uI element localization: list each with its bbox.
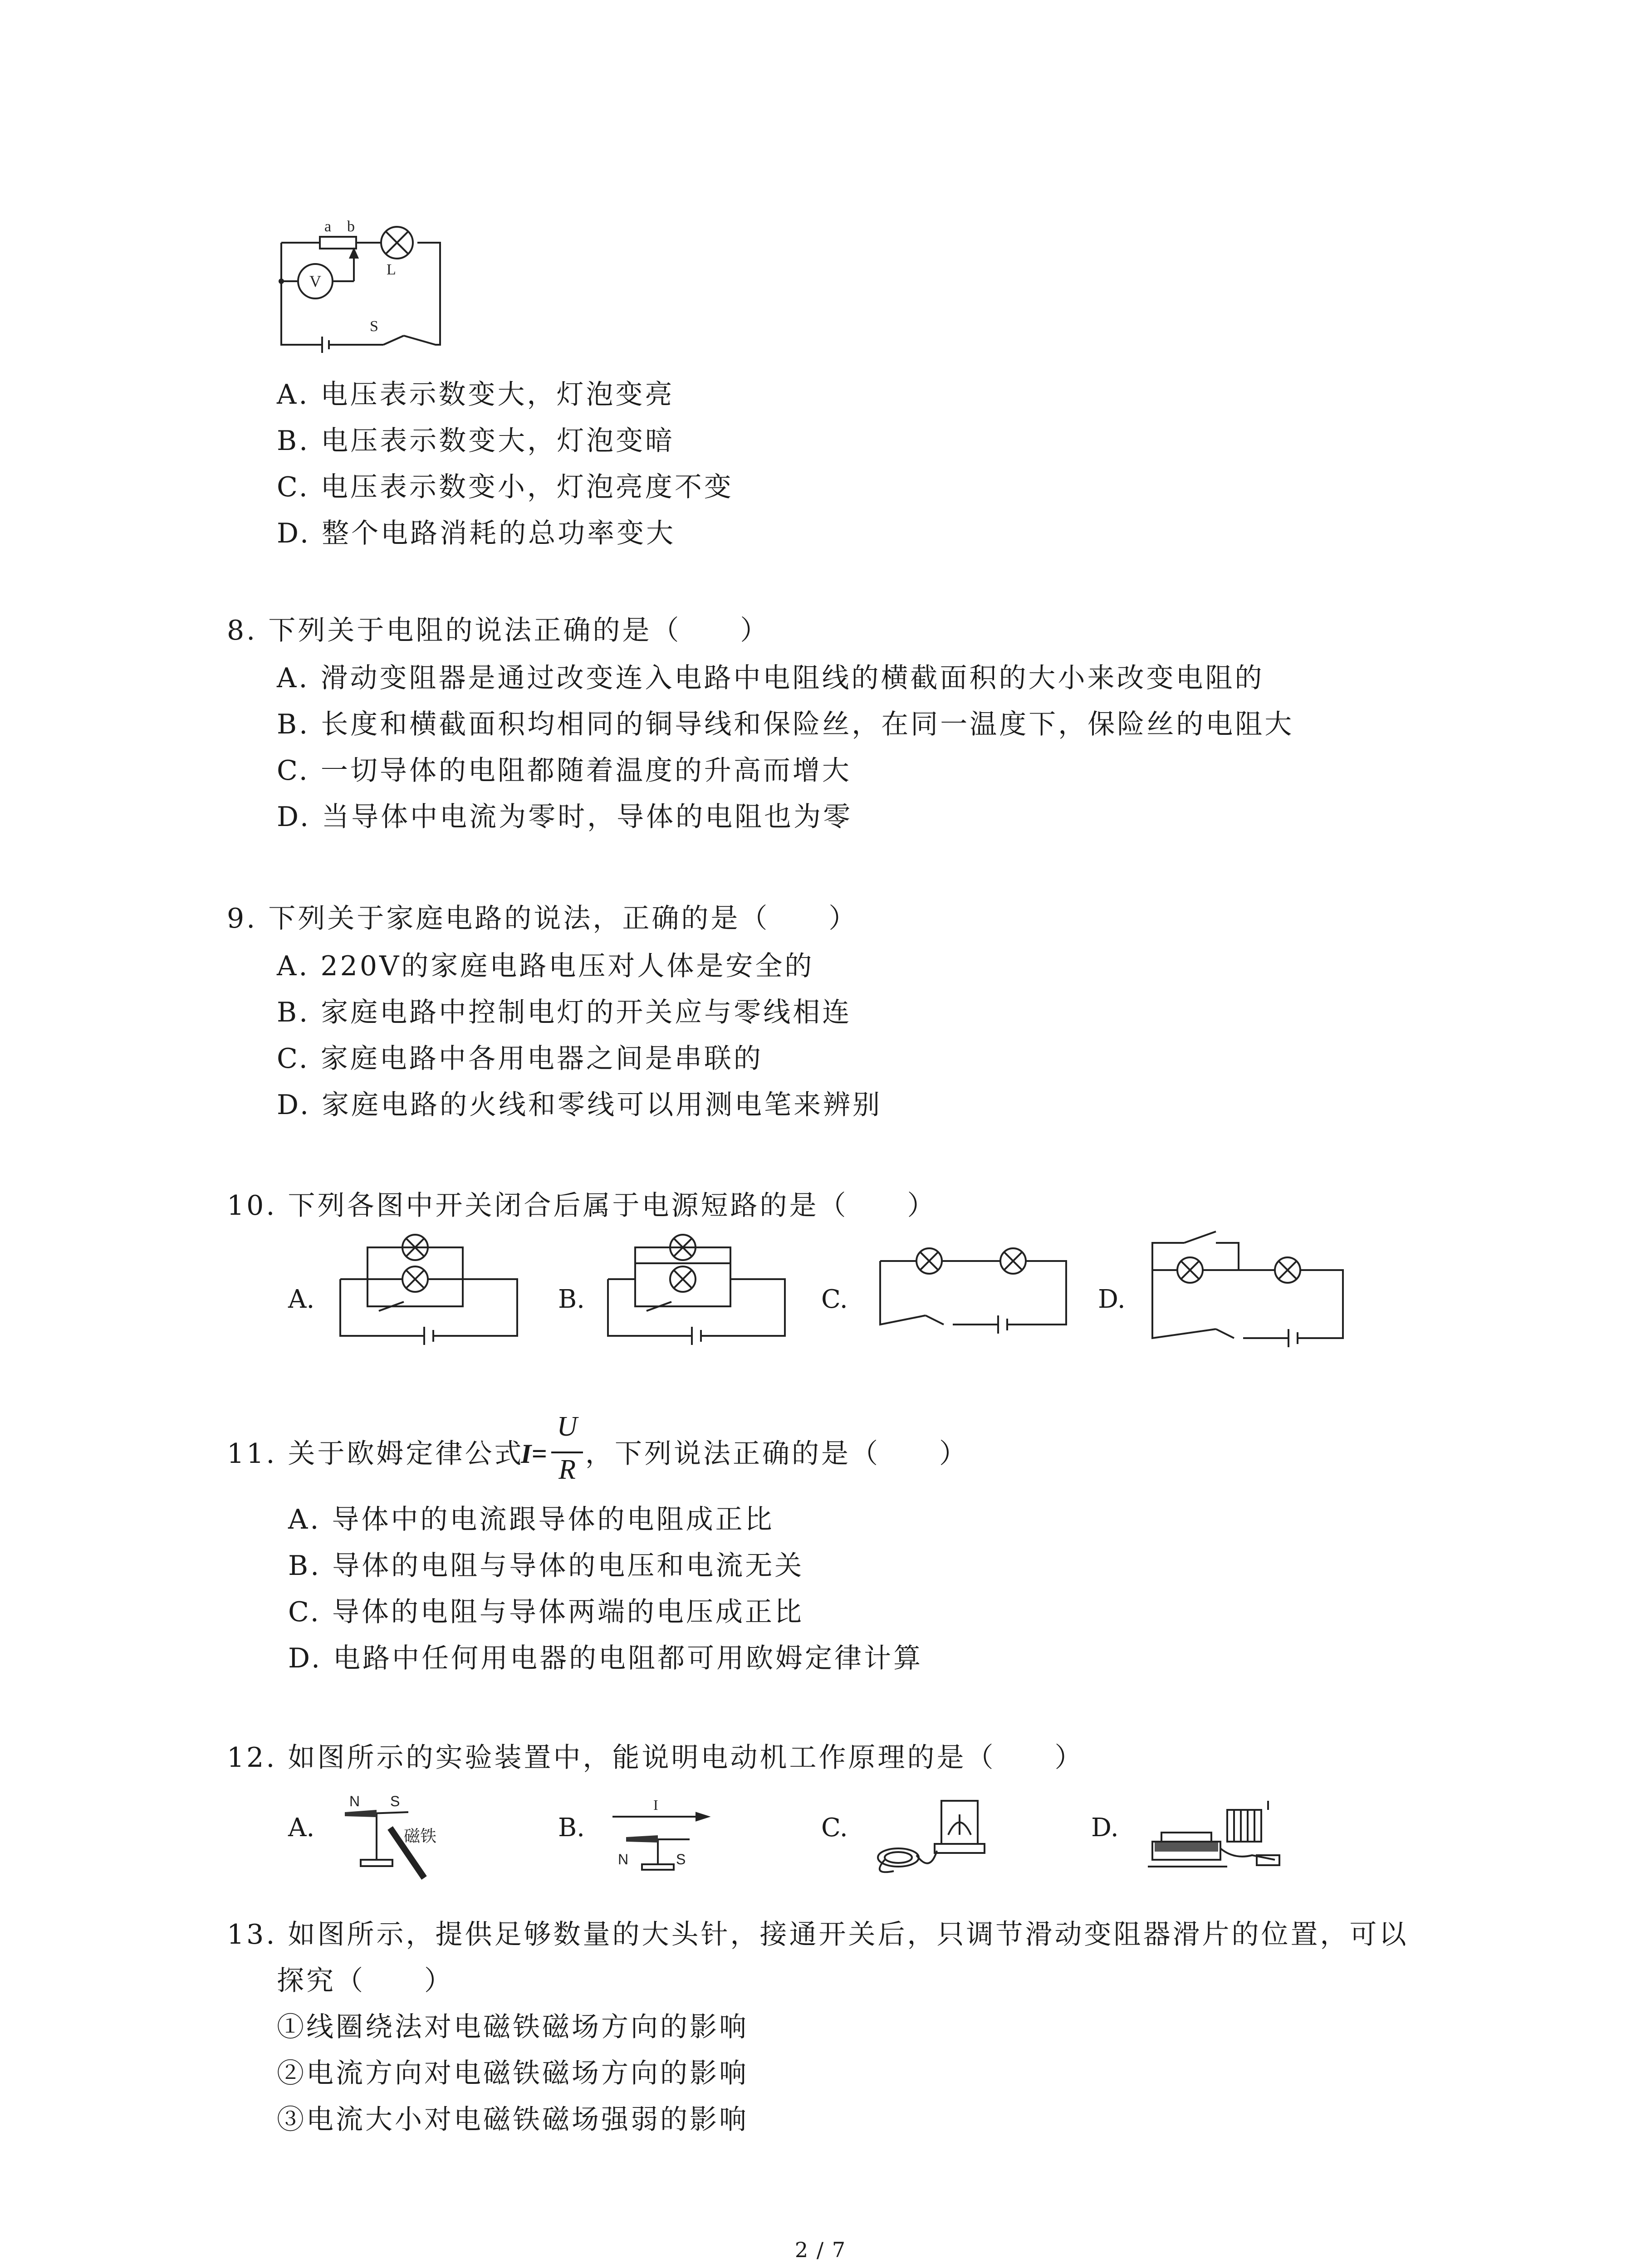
q10-circuit-c bbox=[871, 1234, 1071, 1370]
q9-option-c: C. 家庭电路中各用电器之间是串联的 bbox=[277, 1043, 763, 1075]
q12-label-b: B. bbox=[558, 1813, 585, 1843]
fig-a-n-label: N bbox=[349, 1793, 360, 1809]
q11-formula-denominator: R bbox=[558, 1454, 576, 1485]
q9-option-d: D. 家庭电路的火线和零线可以用测电笔来辨别 bbox=[277, 1089, 882, 1121]
q8-option-d: D. 当导体中电流为零时，导体的电阻也为零 bbox=[277, 801, 853, 833]
q12-figure-b-oersted bbox=[608, 1792, 712, 1878]
q11-option-c: C. 导体的电阻与导体两端的电压成正比 bbox=[288, 1596, 804, 1628]
q10-circuit-b bbox=[603, 1234, 794, 1370]
q12-figure-c-galvanometer bbox=[867, 1792, 1003, 1882]
q7-option-d: D. 整个电路消耗的总功率变大 bbox=[277, 518, 676, 549]
fig-b-s-label: S bbox=[676, 1851, 686, 1867]
label-L: L bbox=[387, 261, 396, 278]
q13-stem-line1: 13. 如图所示，提供足够数量的大头针，接通开关后，只调节滑动变阻器滑片的位置，可以 bbox=[227, 1919, 1409, 1950]
q13-item-1: ①线圈绕法对电磁铁磁场方向的影响 bbox=[277, 2011, 749, 2043]
q11-stem-prefix: 11. 关于欧姆定律公式 bbox=[227, 1438, 524, 1470]
q7-option-b: B. 电压表示数变大，灯泡变暗 bbox=[277, 425, 675, 457]
fig-a-s-label: S bbox=[390, 1793, 400, 1809]
fig-a-magnet-label: 磁铁 bbox=[404, 1827, 437, 1846]
label-b: b bbox=[347, 218, 355, 235]
label-a: a bbox=[324, 218, 332, 235]
q10-label-b: B. bbox=[558, 1285, 585, 1314]
q13-item-3: ③电流大小对电磁铁磁场强弱的影响 bbox=[277, 2104, 749, 2136]
q11-fraction-bar bbox=[551, 1452, 583, 1453]
q11-formula-numerator: U bbox=[557, 1411, 578, 1442]
q10-circuit-a bbox=[336, 1234, 526, 1370]
q11-option-d: D. 电路中任何用电器的电阻都可用欧姆定律计算 bbox=[288, 1642, 923, 1674]
q8-option-a: A. 滑动变阻器是通过改变连入电路中电阻线的横截面积的大小来改变电阻的 bbox=[277, 662, 1264, 694]
q7-option-a: A. 电压表示数变大，灯泡变亮 bbox=[277, 379, 675, 411]
fig-b-n-label: N bbox=[618, 1851, 629, 1867]
q10-label-a: A. bbox=[288, 1285, 315, 1314]
q8-option-b: B. 长度和横截面积均相同的铜导线和保险丝，在同一温度下，保险丝的电阻大 bbox=[277, 709, 1294, 740]
q12-figure-d-motor-setup bbox=[1143, 1792, 1288, 1882]
q9-stem: 9. 下列关于家庭电路的说法，正确的是（ ） bbox=[227, 903, 858, 934]
q11-option-b: B. 导体的电阻与导体的电压和电流无关 bbox=[288, 1550, 804, 1582]
q12-label-c: C. bbox=[821, 1813, 848, 1843]
q12-stem: 12. 如图所示的实验装置中，能说明电动机工作原理的是（ ） bbox=[227, 1742, 1084, 1774]
q11-stem-suffix: ，下列说法正确的是（ ） bbox=[585, 1438, 969, 1470]
q8-stem: 8. 下列关于电阻的说法正确的是（ ） bbox=[227, 615, 770, 646]
q9-option-b: B. 家庭电路中控制电灯的开关应与零线相连 bbox=[277, 997, 852, 1028]
q8-option-c: C. 一切导体的电阻都随着温度的升高而增大 bbox=[277, 755, 852, 787]
q10-label-d: D. bbox=[1098, 1285, 1126, 1314]
q10-label-c: C. bbox=[821, 1285, 848, 1314]
q12-figure-a-compass-magnet bbox=[336, 1792, 445, 1887]
q10-circuit-d bbox=[1143, 1225, 1352, 1370]
q12-label-d: D. bbox=[1091, 1813, 1119, 1843]
q7-option-c: C. 电压表示数变小，灯泡亮度不变 bbox=[277, 471, 734, 503]
q13-item-2: ②电流方向对电磁铁磁场方向的影响 bbox=[277, 2058, 749, 2089]
q9-option-a: A. 220V的家庭电路电压对人体是安全的 bbox=[277, 950, 814, 982]
label-V: V bbox=[309, 272, 321, 290]
page-number: 2 / 7 bbox=[794, 2238, 847, 2262]
q13-stem-line2: 探究（ ） bbox=[277, 1965, 454, 1997]
q7-circuit-figure bbox=[268, 218, 458, 367]
q11-option-a: A. 导体中的电流跟导体的电阻成正比 bbox=[288, 1504, 774, 1535]
label-S: S bbox=[370, 318, 378, 335]
fig-b-i-label: I bbox=[653, 1797, 658, 1813]
q11-formula-lhs: I= bbox=[521, 1439, 547, 1469]
q10-stem: 10. 下列各图中开关闭合后属于电源短路的是（ ） bbox=[227, 1190, 937, 1222]
q12-label-a: A. bbox=[288, 1813, 315, 1843]
